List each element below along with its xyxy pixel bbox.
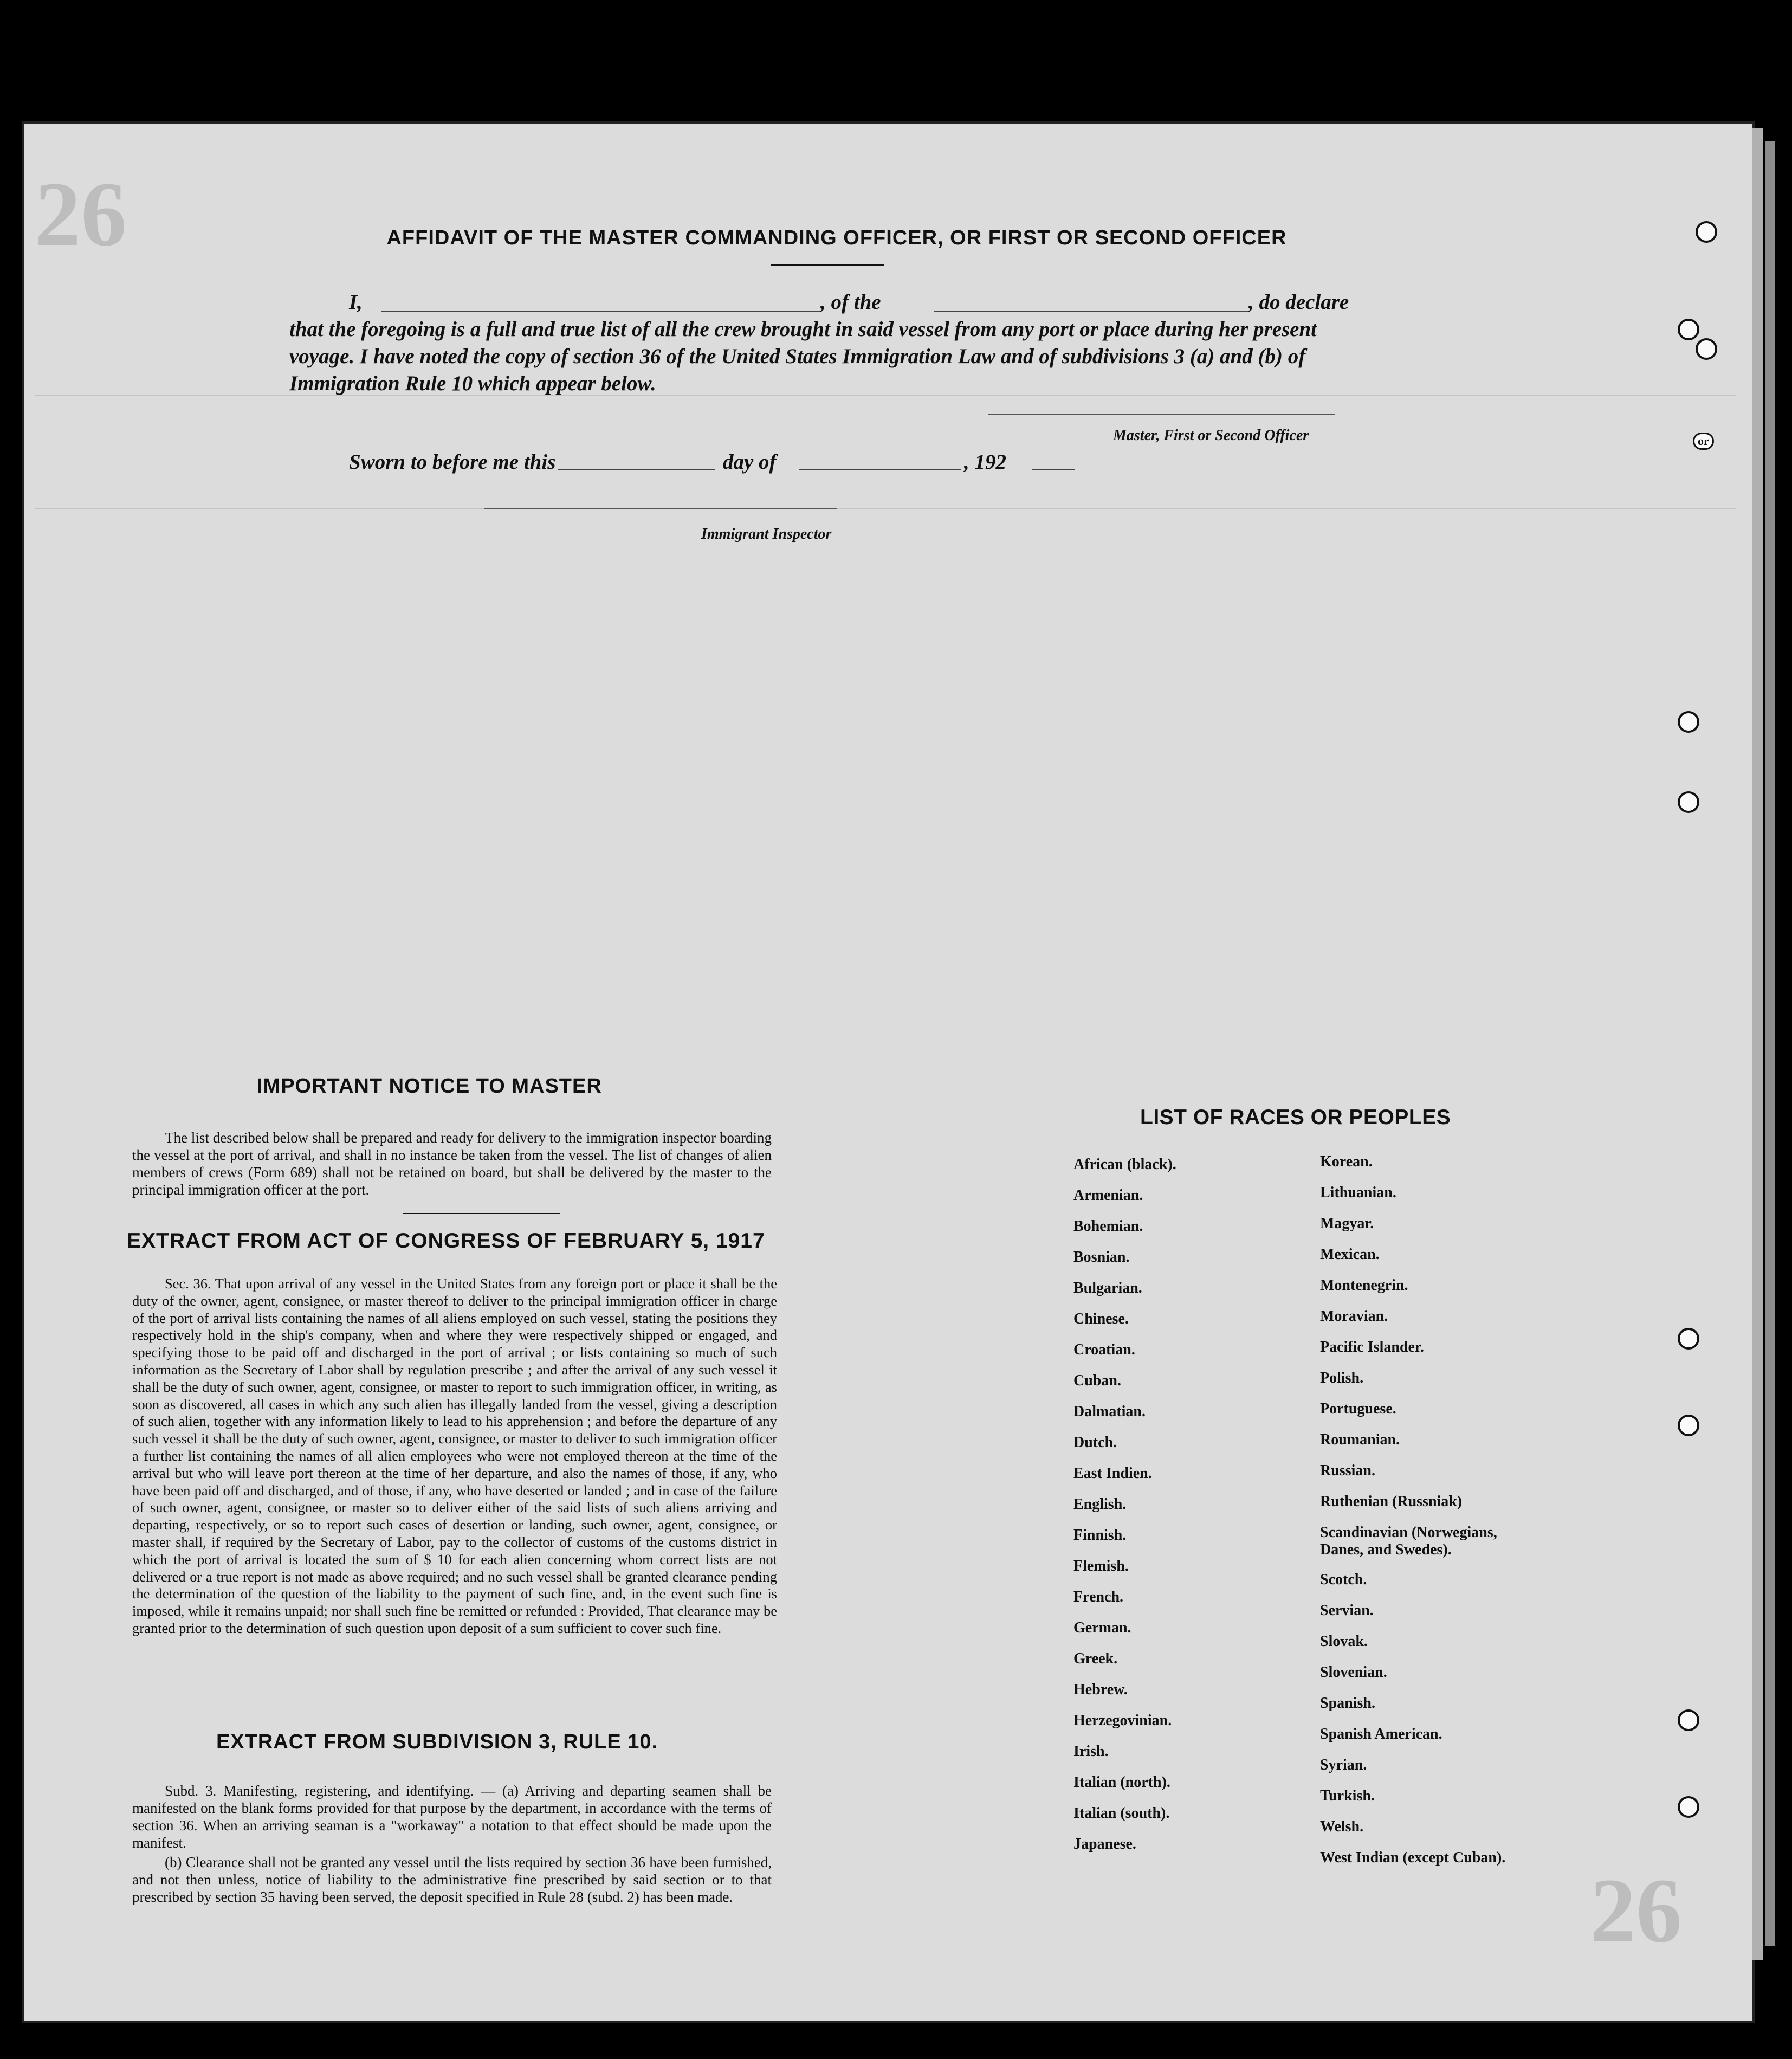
master-signature-line[interactable]	[988, 414, 1335, 415]
affidavit-title-underline	[771, 264, 884, 266]
binding-hole	[1678, 1328, 1699, 1350]
declaration-line-1	[349, 289, 1379, 316]
declaration-i: I,	[349, 291, 363, 314]
act-title: EXTRACT FROM ACT OF CONGRESS OF FEBRUARY 5, 1917	[127, 1229, 765, 1253]
affidavit-title: AFFIDAVIT OF THE MASTER COMMANDING OFFICER, OR FIRST OR SECOND OFFICER	[386, 227, 1287, 249]
declaration-line-4: Immigration Rule 10 which appear below.	[289, 372, 656, 395]
race-right: Russian.	[1320, 1462, 1375, 1479]
race-right: Polish.	[1320, 1370, 1364, 1386]
race-right: West Indian (except Cuban).	[1320, 1849, 1506, 1866]
race-right: Montenegrin.	[1320, 1277, 1408, 1294]
race-right: Portuguese.	[1320, 1400, 1396, 1417]
underlying-page-edge	[1765, 141, 1775, 1946]
binding-hole	[1696, 338, 1717, 360]
race-left: Chinese.	[1073, 1311, 1129, 1327]
race-right: Scotch.	[1320, 1571, 1367, 1588]
race-right: Turkish.	[1320, 1787, 1375, 1804]
inspector-label: Immigrant Inspector	[701, 526, 832, 543]
race-left: Hebrew.	[1073, 1681, 1128, 1698]
race-left: Cuban.	[1073, 1372, 1121, 1389]
rule-text-b: (b) Clearance shall not be granted any vessel until the lists required by section 36 have been furnished, and not then unless, notice of liability to the administrative fine prescribed by said section or to that prescribed by section 35 having been served, the deposit specified in Rule 28 (subd. 2) has been made.	[132, 1854, 772, 1905]
sworn-month-field[interactable]	[799, 469, 961, 470]
race-left: East Indien.	[1073, 1465, 1152, 1482]
sworn-year-field[interactable]	[1032, 469, 1075, 470]
race-left: Bulgarian.	[1073, 1280, 1142, 1296]
race-right: Mexican.	[1320, 1246, 1380, 1263]
binding-hole	[1678, 711, 1699, 733]
master-signature-label: Master, First or Second Officer	[1113, 427, 1309, 444]
race-right: Servian.	[1320, 1602, 1374, 1619]
race-left: English.	[1073, 1496, 1127, 1513]
declaration-of-the: , of the	[820, 291, 881, 314]
race-right: Spanish.	[1320, 1695, 1375, 1712]
binding-hole	[1678, 1796, 1699, 1818]
bleed-through-page-number-bottom: 26	[1590, 1860, 1682, 1961]
margin-mark: or	[1693, 433, 1714, 450]
underlying-page-edge	[1752, 128, 1763, 1960]
race-left: Bosnian.	[1073, 1249, 1130, 1266]
race-right: Pacific Islander.	[1320, 1339, 1424, 1356]
race-left: French.	[1073, 1589, 1124, 1605]
race-left: African (black).	[1073, 1156, 1176, 1173]
rule-text-a: Subd. 3. Manifesting, registering, and identifying. — (a) Arriving and departing seamen shall be manifested on the blank forms provided for that purpose by the department, in accordance with the terms of section 36. When an arriving seaman is a "workaway" a notation to that effect should be made upon the manifest.	[132, 1783, 772, 1851]
sworn-label: Sworn to before me this	[349, 450, 556, 474]
race-left: Irish.	[1073, 1743, 1109, 1760]
race-right: Welsh.	[1320, 1818, 1364, 1835]
inspector-signature-line[interactable]	[484, 508, 837, 509]
master-name-field[interactable]	[381, 311, 820, 312]
race-right: Korean.	[1320, 1153, 1373, 1170]
binding-hole	[1678, 319, 1699, 340]
race-left: Croatian.	[1073, 1341, 1135, 1358]
race-right: Magyar.	[1320, 1215, 1374, 1232]
act-text: Sec. 36. That upon arrival of any vessel in the United States from any foreign port or place it shall be the duty of the owner, agent, consignee, or master thereof to deliver to the principal immigration officer in charge of the port of arrival lists containing the names of all aliens employed on such vessel, stating the positions they respectively hold in the ship's company, when and where they were respectively shipped or engaged, and specifying those to be paid off and discharged in the port of arrival ; or lists containing so much of such information as the Secretary of Labor shall by regulation prescribe ; and after the arrival of any such vessel it shall be the duty of such owner, agent, consignee, or master to report to such immigration officer, in writing, as soon as discovered, all cases in which any such alien has illegally landed from the vessel, giving a description of such alien, together with any information likely to lead to his apprehension ; and before the departure of any such vessel it shall be the duty of such owner, agent, consignee, or master to deliver to such immigration officer a further list containing the names of all alien employees who were not employed thereon at the time of the arrival but who will leave port thereon at the time of her departure, and also the names of those, if any, who have been paid off and discharged, and of those, if any, who have deserted or landed ; and in case of the failure of such owner, agent, consignee, or master so to deliver either of the said lists of such aliens arriving and departing, respectively, or so to report such cases of desertion or landing, such owner, agent, consignee, or master shall, if required by the Secretary of Labor, pay to the collector of customs of the customs district in which the port of arrival is located the sum of $ 10 for each alien concerning whom correct lists are not delivered or a true report is not made as above required; and no such vessel shall be granted clearance pending the determination of the question of the liability to the payment of such fine, and, in the event such fine is imposed, while it remains unpaid; nor shall such fine be remitted or refunded : Provided, That clearance may be granted prior to the determination of such question upon deposit of a sum sufficient to cover such fine.	[132, 1275, 777, 1636]
rule-title: EXTRACT FROM SUBDIVISION 3, RULE 10.	[216, 1731, 658, 1753]
race-right: Scandinavian (Norwegians, Danes, and Swedes).	[1320, 1524, 1497, 1558]
binding-hole	[1696, 221, 1717, 243]
race-left: Japanese.	[1073, 1836, 1136, 1853]
race-left: Italian (south).	[1073, 1805, 1170, 1822]
notice-divider	[403, 1213, 560, 1214]
binding-hole	[1678, 1709, 1699, 1731]
race-right: Slovenian.	[1320, 1664, 1387, 1681]
races-title: LIST OF RACES OR PEOPLES	[1140, 1106, 1451, 1129]
race-right: Ruthenian (Russniak)	[1320, 1493, 1463, 1510]
race-left: German.	[1073, 1619, 1131, 1636]
sworn-day-of: day of	[723, 450, 777, 474]
race-left: Dutch.	[1073, 1434, 1117, 1451]
declaration-do-declare: , do declare	[1248, 291, 1349, 314]
declaration-line-2: that the foregoing is a full and true list of all the crew brought in said vessel from any port or place during her present	[289, 318, 1317, 341]
race-right: Roumanian.	[1320, 1431, 1400, 1448]
race-right: Syrian.	[1320, 1757, 1367, 1773]
vessel-name-field[interactable]	[934, 311, 1248, 312]
document-page	[22, 121, 1755, 2023]
race-left: Italian (north).	[1073, 1774, 1170, 1791]
race-left: Finnish.	[1073, 1527, 1127, 1544]
declaration-line-3: voyage. I have noted the copy of section 36 of the United States Immigration Law and of subdivisions 3 (a) and (b) of	[289, 345, 1306, 368]
race-left: Armenian.	[1073, 1187, 1143, 1204]
race-left: Herzegovinian.	[1073, 1712, 1172, 1729]
race-right: Spanish American.	[1320, 1726, 1442, 1742]
sworn-day-field[interactable]	[558, 469, 715, 470]
race-left: Greek.	[1073, 1650, 1118, 1667]
sworn-year-prefix: , 192	[964, 450, 1006, 474]
binding-hole	[1678, 791, 1699, 813]
notice-title: IMPORTANT NOTICE TO MASTER	[257, 1075, 602, 1098]
race-left: Flemish.	[1073, 1558, 1129, 1574]
bleed-through-column-rule-2	[35, 508, 1736, 509]
race-left: Bohemian.	[1073, 1218, 1143, 1235]
binding-hole	[1678, 1415, 1699, 1436]
notice-text: The list described below shall be prepared and ready for delivery to the immigration inspector boarding the vessel at the port of arrival, and shall in no instance be taken from the vessel. The list of changes of alien members of crews (Form 689) shall not be retained on board, but shall be delivered by the master to the principal immigration officer at the port.	[132, 1129, 772, 1198]
race-right: Slovak.	[1320, 1633, 1368, 1650]
race-right: Moravian.	[1320, 1308, 1388, 1325]
race-right: Lithuanian.	[1320, 1184, 1396, 1201]
bleed-through-page-number: 26	[35, 163, 127, 265]
sworn-line	[349, 449, 1162, 476]
race-left: Dalmatian.	[1073, 1403, 1146, 1420]
